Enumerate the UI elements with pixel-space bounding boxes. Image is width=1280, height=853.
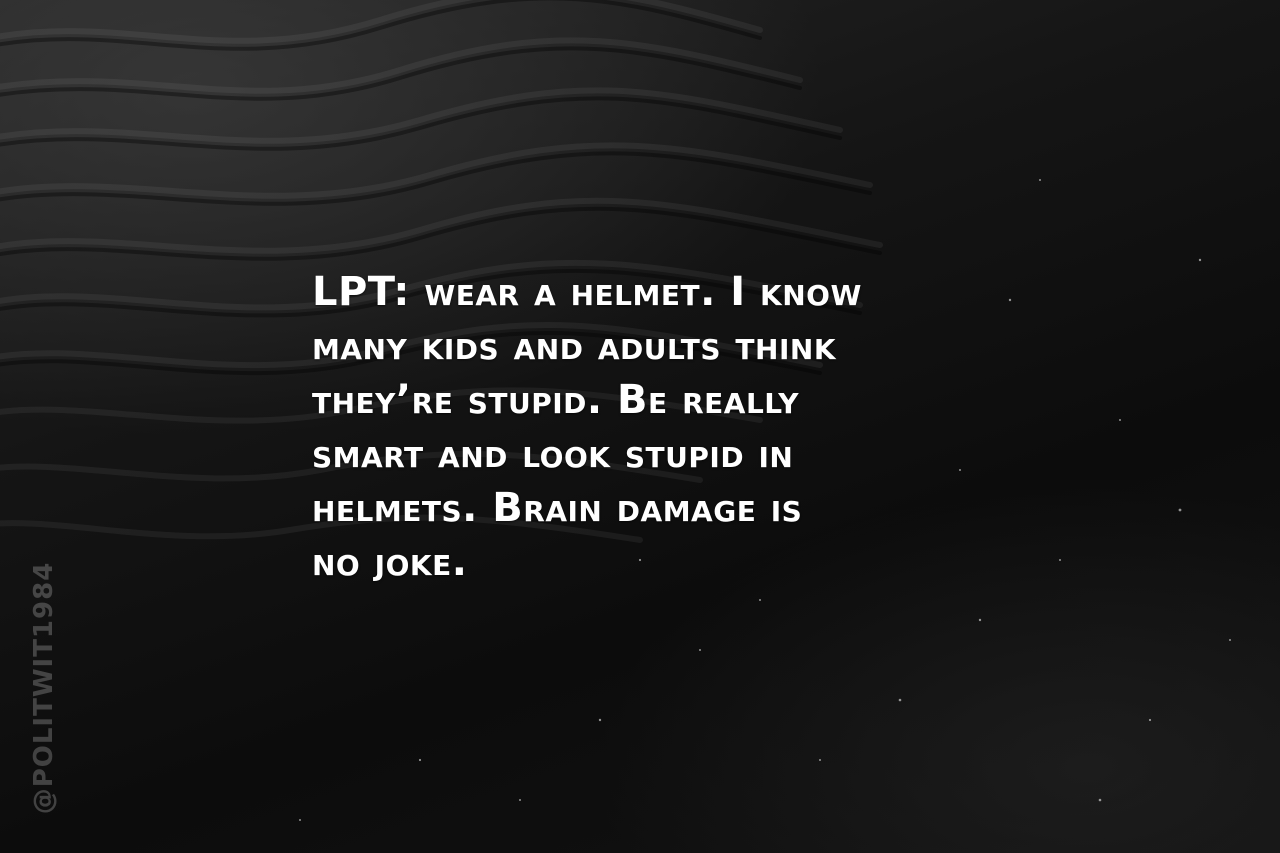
tip-line: they’re stupid. Be really	[312, 377, 800, 423]
tip-line: helmets. Brain damage is	[312, 485, 803, 531]
watermark-handle: @POLITWIT1984	[29, 561, 59, 815]
tip-line: many kids and adults think	[312, 323, 837, 369]
tip-line: LPT: wear a helmet. I know	[312, 269, 862, 315]
tip-text	[312, 265, 992, 589]
tip-line: smart and look stupid in	[312, 431, 794, 477]
tip-line: no joke.	[312, 539, 468, 585]
